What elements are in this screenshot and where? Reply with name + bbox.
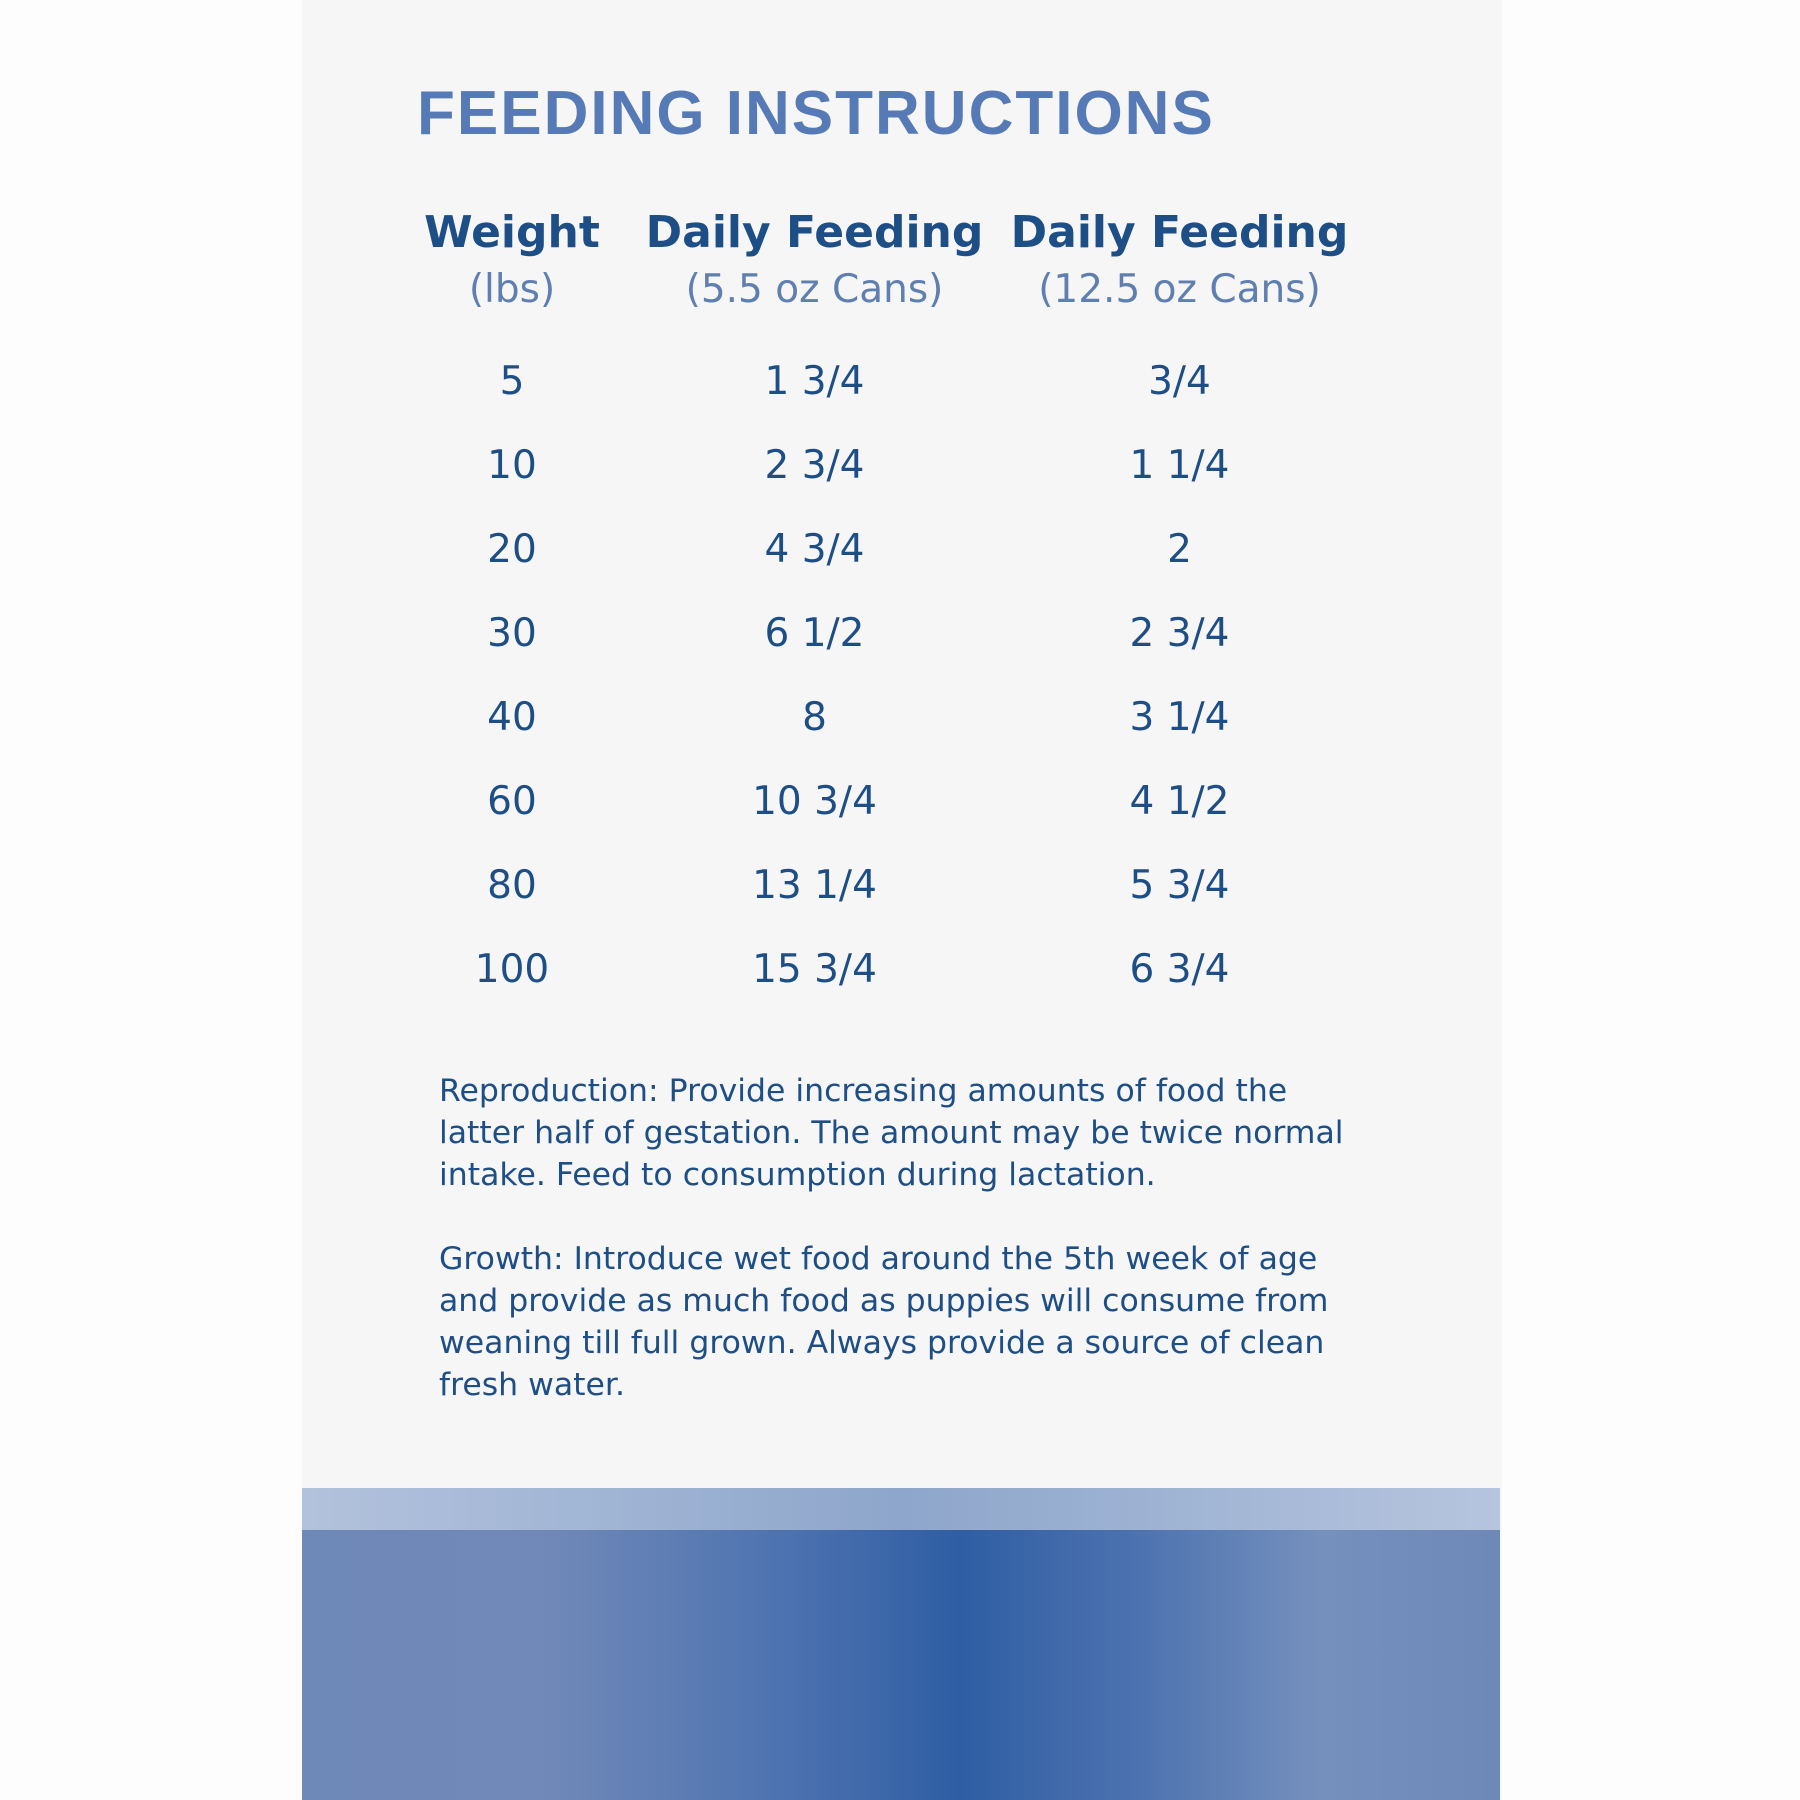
- header-large-cans: [1002, 205, 1357, 319]
- header-small-cans: [627, 205, 1002, 319]
- cell-weight: 30: [487, 610, 537, 656]
- cell-weight: 20: [487, 526, 537, 572]
- notes-section: [439, 1070, 1359, 1448]
- cell-weight: 5: [499, 358, 525, 404]
- table-row: [397, 843, 1357, 927]
- growth-note: Growth: Introduce wet food around the 5th week of age and provide as much food as puppies will consume from weaning till full grown. Always provide a source of clean fresh water.: [439, 1241, 1329, 1403]
- header-small-cans-unit: (5.5 oz Cans): [685, 267, 944, 312]
- page-title: FEEDING INSTRUCTIONS: [417, 79, 1215, 148]
- decorative-band-dark: [302, 1530, 1500, 1800]
- header-weight-unit: (lbs): [468, 267, 556, 312]
- cell-weight: 40: [487, 694, 537, 740]
- cell-large-cans: 2 3/4: [1129, 610, 1230, 656]
- header-weight-label: Weight: [424, 207, 600, 258]
- cell-large-cans: 1 1/4: [1129, 442, 1230, 488]
- cell-large-cans: 3/4: [1148, 358, 1211, 404]
- cell-small-cans: 6 1/2: [764, 610, 865, 656]
- cell-large-cans: 2: [1167, 526, 1192, 572]
- cell-small-cans: 8: [802, 694, 827, 740]
- table-row: [397, 675, 1357, 759]
- table-row: [397, 927, 1357, 1011]
- cell-small-cans: 2 3/4: [764, 442, 865, 488]
- header-large-cans-label: Daily Feeding: [1010, 207, 1349, 258]
- cell-small-cans: 13 1/4: [752, 862, 877, 908]
- cell-small-cans: 1 3/4: [764, 358, 865, 404]
- cell-small-cans: 10 3/4: [752, 778, 877, 824]
- table-header-row: [397, 205, 1357, 319]
- header-small-cans-label: Daily Feeding: [645, 207, 984, 258]
- cell-large-cans: 6 3/4: [1129, 946, 1230, 992]
- cell-small-cans: 4 3/4: [764, 526, 865, 572]
- table-row: [397, 423, 1357, 507]
- feeding-table: [397, 205, 1357, 1011]
- reproduction-note: Reproduction: Provide increasing amounts of food the latter half of gestation. The amount may be twice normal intake. Feed to consumption during lactation.: [439, 1073, 1344, 1193]
- cell-weight: 60: [487, 778, 537, 824]
- table-row: [397, 507, 1357, 591]
- cell-large-cans: 5 3/4: [1129, 862, 1230, 908]
- cell-large-cans: 3 1/4: [1129, 694, 1230, 740]
- table-row: [397, 319, 1357, 423]
- table-row: [397, 759, 1357, 843]
- cell-small-cans: 15 3/4: [752, 946, 877, 992]
- cell-large-cans: 4 1/2: [1129, 778, 1230, 824]
- cell-weight: 80: [487, 862, 537, 908]
- header-weight: [397, 205, 627, 319]
- cell-weight: 10: [487, 442, 537, 488]
- decorative-band-light: [302, 1488, 1500, 1530]
- cell-weight: 100: [474, 946, 550, 992]
- header-large-cans-unit: (12.5 oz Cans): [1038, 267, 1321, 312]
- table-row: [397, 591, 1357, 675]
